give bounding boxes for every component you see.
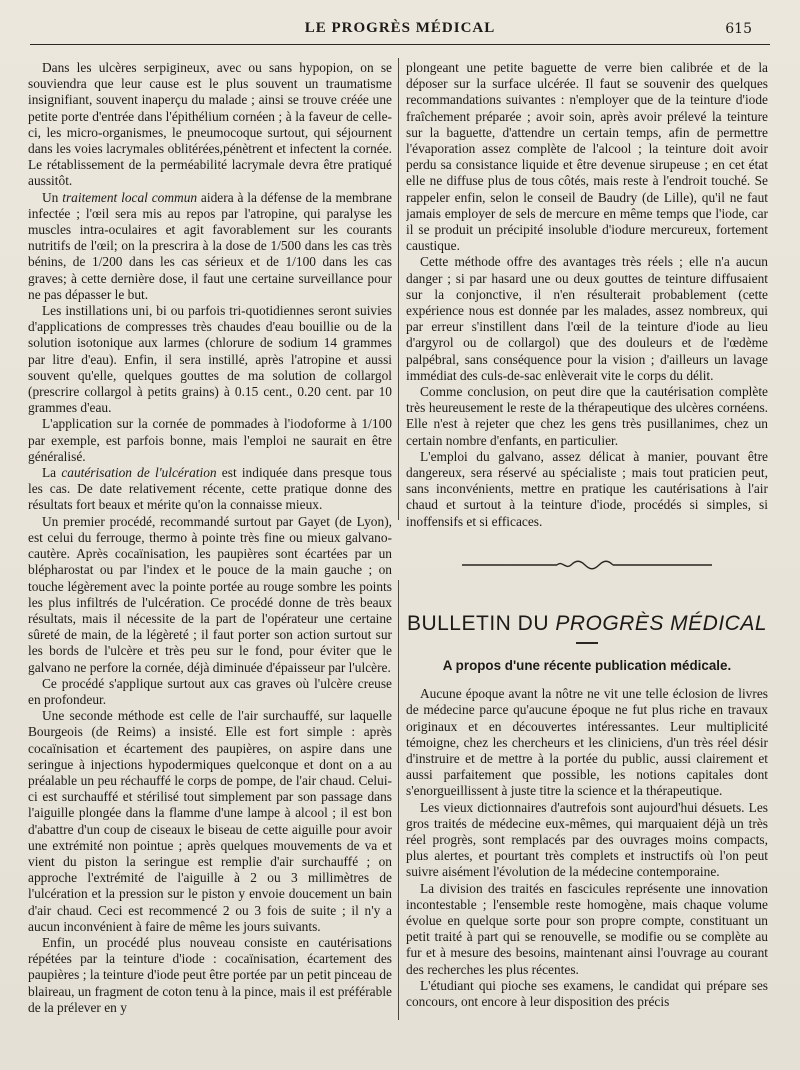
paragraph: Ce procédé s'applique surtout aux cas graves où l'ulcère creuse en profondeur.: [28, 675, 392, 707]
paragraph: Un premier procédé, recommandé surtout par Gayet (de Lyon), est celui du ferrouge, thermo à pointe très fine ou mieux galvano-cautère. Après cocaïnisation, les paupières sont écartées par un blépharostat ou par l'index et le pouce de la main gauche ; on touche légèrement avec la pointe portée au rouge sombre les points les plus infiltrés de l'ulcération. Ce procédé donne de très beaux résultats, mais il nécessite de la part de l'opérateur une certaine sûreté de main, de la légèreté ; il faut porter son action surtout sur les bords de l'ulcère et très peu sur le fond, pour éviter que le galvano ne perfore la cornée, déjà diminuée d'épaisseur par l'ulcère.: [28, 513, 392, 675]
page-number: 615: [725, 21, 752, 37]
paragraph: Aucune époque avant la nôtre ne vit une telle éclosion de livres de médecine parce qu'aucune époque ne fut plus riche en travaux originaux et en découvertes intéressantes. Leur multiplicité témoigne, chez les chercheurs et les cliniciens, d'un très réel désir d'instruire et de mettre à la portée du public, aussi clairement et aussi parfaitement que possible, les notions capitales dont s'enorgueillissent à juste titre la science et la thérapeutique.: [406, 686, 768, 799]
ornament-divider-icon: [462, 558, 712, 572]
paragraph: Cette méthode offre des avantages très réels ; elle n'a aucun danger ; si par hasard une ou deux gouttes de teinture diffusaient sur la conjonctive, il n'en résulterait probablement (cette expérience nous est donnée par les malades, assez nombreux, qui par erreur s'instillent dans l'œil de la teinture d'iode au lieu d'argyrol ou de collargol) que des douleurs et de l'œdème palpébral, sans conséquence pour la vision ; d'ailleurs un lavage immédiat des culs-de-sac enlèverait vite le corps du délit.: [406, 254, 768, 383]
emphasis: cautérisation de l'ulcération: [61, 465, 217, 481]
paragraph: Les vieux dictionnaires d'autrefois sont aujourd'hui désuets. Les gros traités de médecine eux-mêmes, qui marquaient déjà un très réel progrès, sont remplacés par des ouvrages moins compacts, plus alertes, et pourtant très complets et instructifs où l'on peut suivre aisément l'évolution de la médecine contemporaine.: [406, 799, 768, 880]
paragraph: plongeant une petite baguette de verre bien calibrée et de la déposer sur la surface ulcérée. Il faut se souvenir des quelques recommandations suivantes : n'employer que de la teinture d'iode fraîchement préparée ; avoir soin, après avoir prélevé la teinture sur la baguette, d'attendre un certain temps, afin de permettre l'évaporation assez complète de l'alcool ; la teinture doit avoir perdu sa consistance liquide et être devenue sirupeuse ; en cet état elle ne diffuse plus de tous côtés, mais reste à l'endroit touché. Se rappeler enfin, selon le conseil de Baudry (de Lille), qu'il ne faut jamais employer de sels de mercure en même temps que l'iode, car il se produit un précipité insoluble d'iodure mercureux, fortement caustique.: [406, 60, 768, 254]
left-column: [28, 60, 392, 1060]
bulletin-title: BULLETIN DU PROGRÈS MÉDICAL: [406, 611, 768, 635]
paragraph: Enfin, un procédé plus nouveau consiste en cautérisations répétées par la teinture d'iode : cocaïnisation, écartement des paupières ; la teinture d'iode peut être portée par un petit pinceau de blaireau, un fragment de coton tenu à la pince, mais il est préférable de la prélever en y: [28, 934, 392, 1015]
paragraph: L'emploi du galvano, assez délicat à manier, pouvant être dangereux, sera réservé au spécialiste ; mais tout praticien peut, sans inconvénients, mettre en pratique les cautérisations à l'air chaud et surtout à la teinture d'iode, procédés si simples, si inoffensifs et si efficaces.: [406, 448, 768, 529]
paragraph: Dans les ulcères serpigineux, avec ou sans hypopion, on se souviendra que leur cause est le plus souvent un traumatisme insignifiant, souvent inaperçu du malade ; ainsi se trouve créée une petite porte d'entrée dans l'épithélium cornéen ; à la faveur de celle-ci, les micro-organismes, le pneumocoque surtout, qui séjournent dans les voies lacrymales oblitérées,pénètrent et infectent la cornée. Le rétablissement de la perméabilité lacrymale devra être pratiqué aussitôt.: [28, 60, 392, 189]
paragraph: Un traitement local commun aidera à la défense de la membrane infectée ; l'œil sera mis au repos par l'atropine, qui paralyse les muscles intra-oculaires et agit favorablement sur les courants nutritifs de l'œil; on la prescrira à la dose de 1/500 dans les cas très bénins, de 1/200 dans les cas sérieux et de 1/100 dans les cas graves; à cette dernière dose, il faut une certaine surveillance pour ne pas dépasser le but.: [28, 189, 392, 302]
title-dash: [576, 642, 598, 644]
paragraph: Les instillations uni, bi ou parfois tri-quotidiennes seront suivies d'applications de compresses très chaudes d'eau bouillie ou de la solution isotonique aux larmes (chlorure de sodium 14 grammes par litre d'eau). Enfin, il sera instillé, après l'atropine et aussi souvent qu'elle, quelques gouttes de ma solution de collargol (prescrire collargol à petits grains) à 0.15 cent., 0.20 cent. par 10 grammes d'eau.: [28, 303, 392, 416]
right-column: [406, 60, 768, 1060]
running-title: LE PROGRÈS MÉDICAL: [304, 20, 496, 36]
paragraph: L'application sur la cornée de pommades à l'iodoforme à 1/100 par exemple, est parfois bonne, mais l'emploi ne saurait en être généralisé.: [28, 416, 392, 464]
paragraph: La cautérisation de l'ulcération est indiquée dans presque tous les cas. De date relativement récente, cette pratique donne des résultats fort beaux et mérite qu'on la connaisse mieux.: [28, 465, 392, 513]
column-divider: [398, 58, 399, 520]
column-divider: [398, 580, 399, 1020]
emphasis: traitement local commun: [62, 189, 198, 205]
paragraph: La division des traités en fascicules représente une innovation incontestable ; l'ensemble reste homogène, mais chaque volume évolue en quelque sorte pour son propre compte, constituant un petit traité à part qui se renouvelle, se modifie ou se complète au fur et à mesure des besoins, maintenant ainsi l'ouvrage au courant des recherches les plus récentes.: [406, 880, 768, 977]
paragraph: Une seconde méthode est celle de l'air surchauffé, sur laquelle Bourgeois (de Reims) a insisté. Elle est fort simple : après cocaïnisation et écartement des paupières, on aspire dans une seringue à injections hypodermiques quelconque et dont on a au préalable un peu réchauffé le corps de pompe, de l'air chaud. Celui-ci est surchauffé et stérilisé tout simplement par son passage dans l'aiguille plongée dans la flamme d'une lampe à alcool ; il est bon d'abattre d'un coup de ciseaux le biseau de cette aiguille pour avoir une extrémité non pointue ; après quelques mouvements de va et vient du piston la seringue est remplie d'air surchauffé ; on approche l'extrémité de l'aiguille à 2 ou 3 millimètres de l'ulcération et la pression sur le piston y envoie doucement un bain d'air chaud. Ceci est recommencé 2 ou 3 fois de suite ; il n'y a aucun inconvénient à faire de même les jours suivants.: [28, 708, 392, 934]
paragraph: L'étudiant qui pioche ses examens, le candidat qui prépare ses concours, ont encore à leur disposition des précis: [406, 977, 768, 1009]
page-header: [30, 18, 770, 45]
article-subheading: A propos d'une récente publication médicale.: [442, 657, 732, 673]
paragraph: Comme conclusion, on peut dire que la cautérisation complète très heureusement le reste de la thérapeutique des ulcères cornéens. Elle n'est à rejeter que chez les gens très pusillanimes, chez un certain nombre d'enfants, en particulier.: [406, 384, 768, 448]
